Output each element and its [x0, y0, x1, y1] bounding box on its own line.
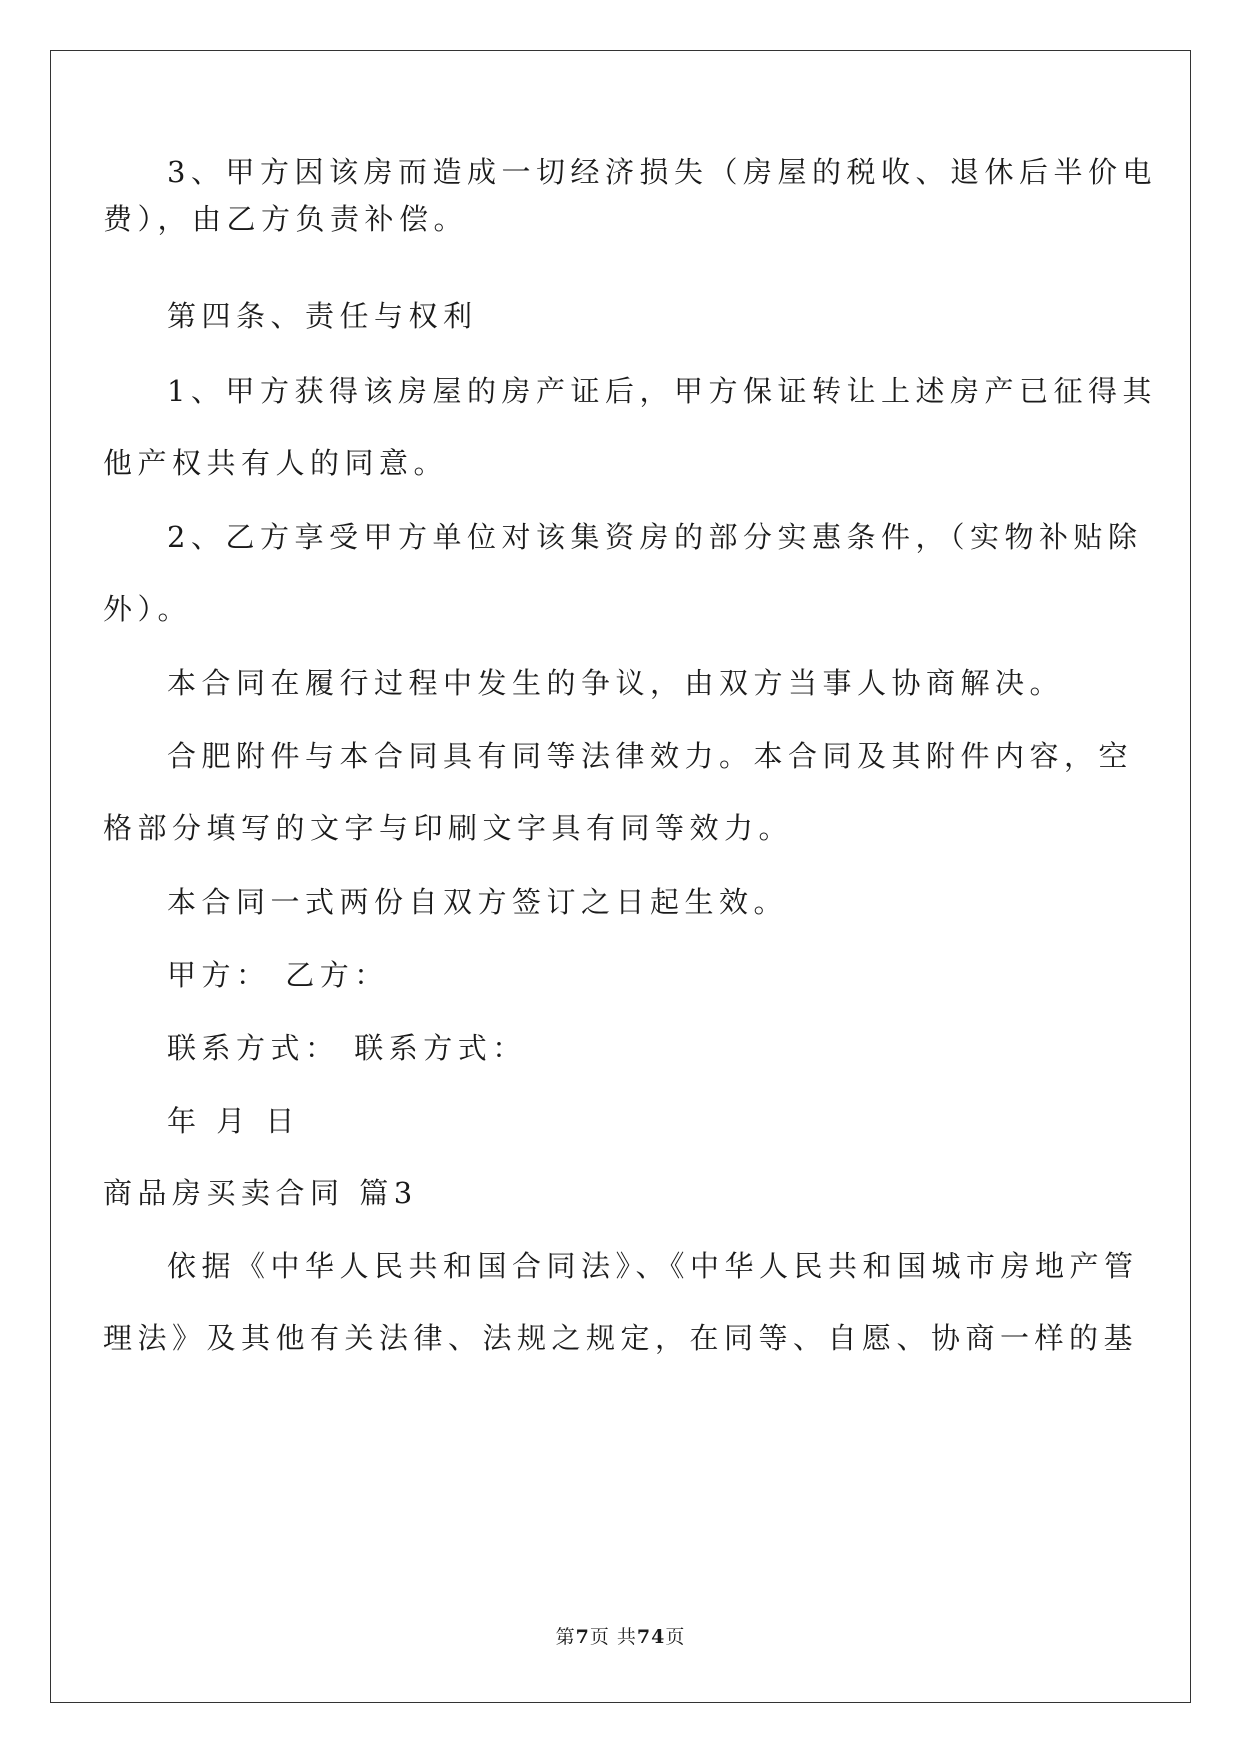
document-body — [103, 0, 1157, 1754]
page-mid: 页 共 — [589, 1626, 637, 1648]
paragraph-line: 费），由乙方负责补偿。 — [103, 202, 469, 236]
page-number: 7 — [575, 1626, 590, 1648]
signature-contacts: 联系方式： 联系方式： — [167, 1031, 527, 1065]
paragraph-line: 1、甲方获得该房屋的房产证后，甲方保证转让上述房产已征得其 — [167, 374, 1157, 408]
paragraph-line: 外）。 — [103, 592, 193, 626]
signature-date: 年 月 日 — [167, 1104, 300, 1138]
paragraph-line: 理法》及其他有关法律、法规之规定，在同等、自愿、协商一样的基 — [103, 1321, 1139, 1355]
total-pages: 74 — [636, 1626, 666, 1648]
paragraph-line: 依据《中华人民共和国合同法》、《中华人民共和国城市房地产管 — [167, 1249, 1139, 1283]
page-prefix: 第 — [555, 1626, 576, 1648]
signature-parties: 甲方： 乙方： — [167, 958, 389, 992]
paragraph-line: 2、乙方享受甲方单位对该集资房的部分实惠条件，（实物补贴除 — [167, 520, 1143, 554]
paragraph-line: 本合同一式两份自双方签订之日起生效。 — [167, 885, 789, 919]
paragraph-line: 本合同在履行过程中发生的争议，由双方当事人协商解决。 — [167, 666, 1065, 700]
paragraph-line: 他产权共有人的同意。 — [103, 446, 449, 480]
paragraph-line: 格部分填写的文字与印刷文字具有同等效力。 — [103, 811, 794, 845]
page-footer — [0, 1622, 1241, 1649]
section-title: 商品房买卖合同 篇3 — [103, 1176, 418, 1210]
paragraph-line: 3、甲方因该房而造成一切经济损失（房屋的税收、退休后半价电 — [167, 155, 1157, 189]
paragraph-line: 合肥附件与本合同具有同等法律效力。本合同及其附件内容，空 — [167, 739, 1134, 773]
section-heading: 第四条、责任与权利 — [167, 299, 478, 333]
page-suffix: 页 — [665, 1626, 686, 1648]
